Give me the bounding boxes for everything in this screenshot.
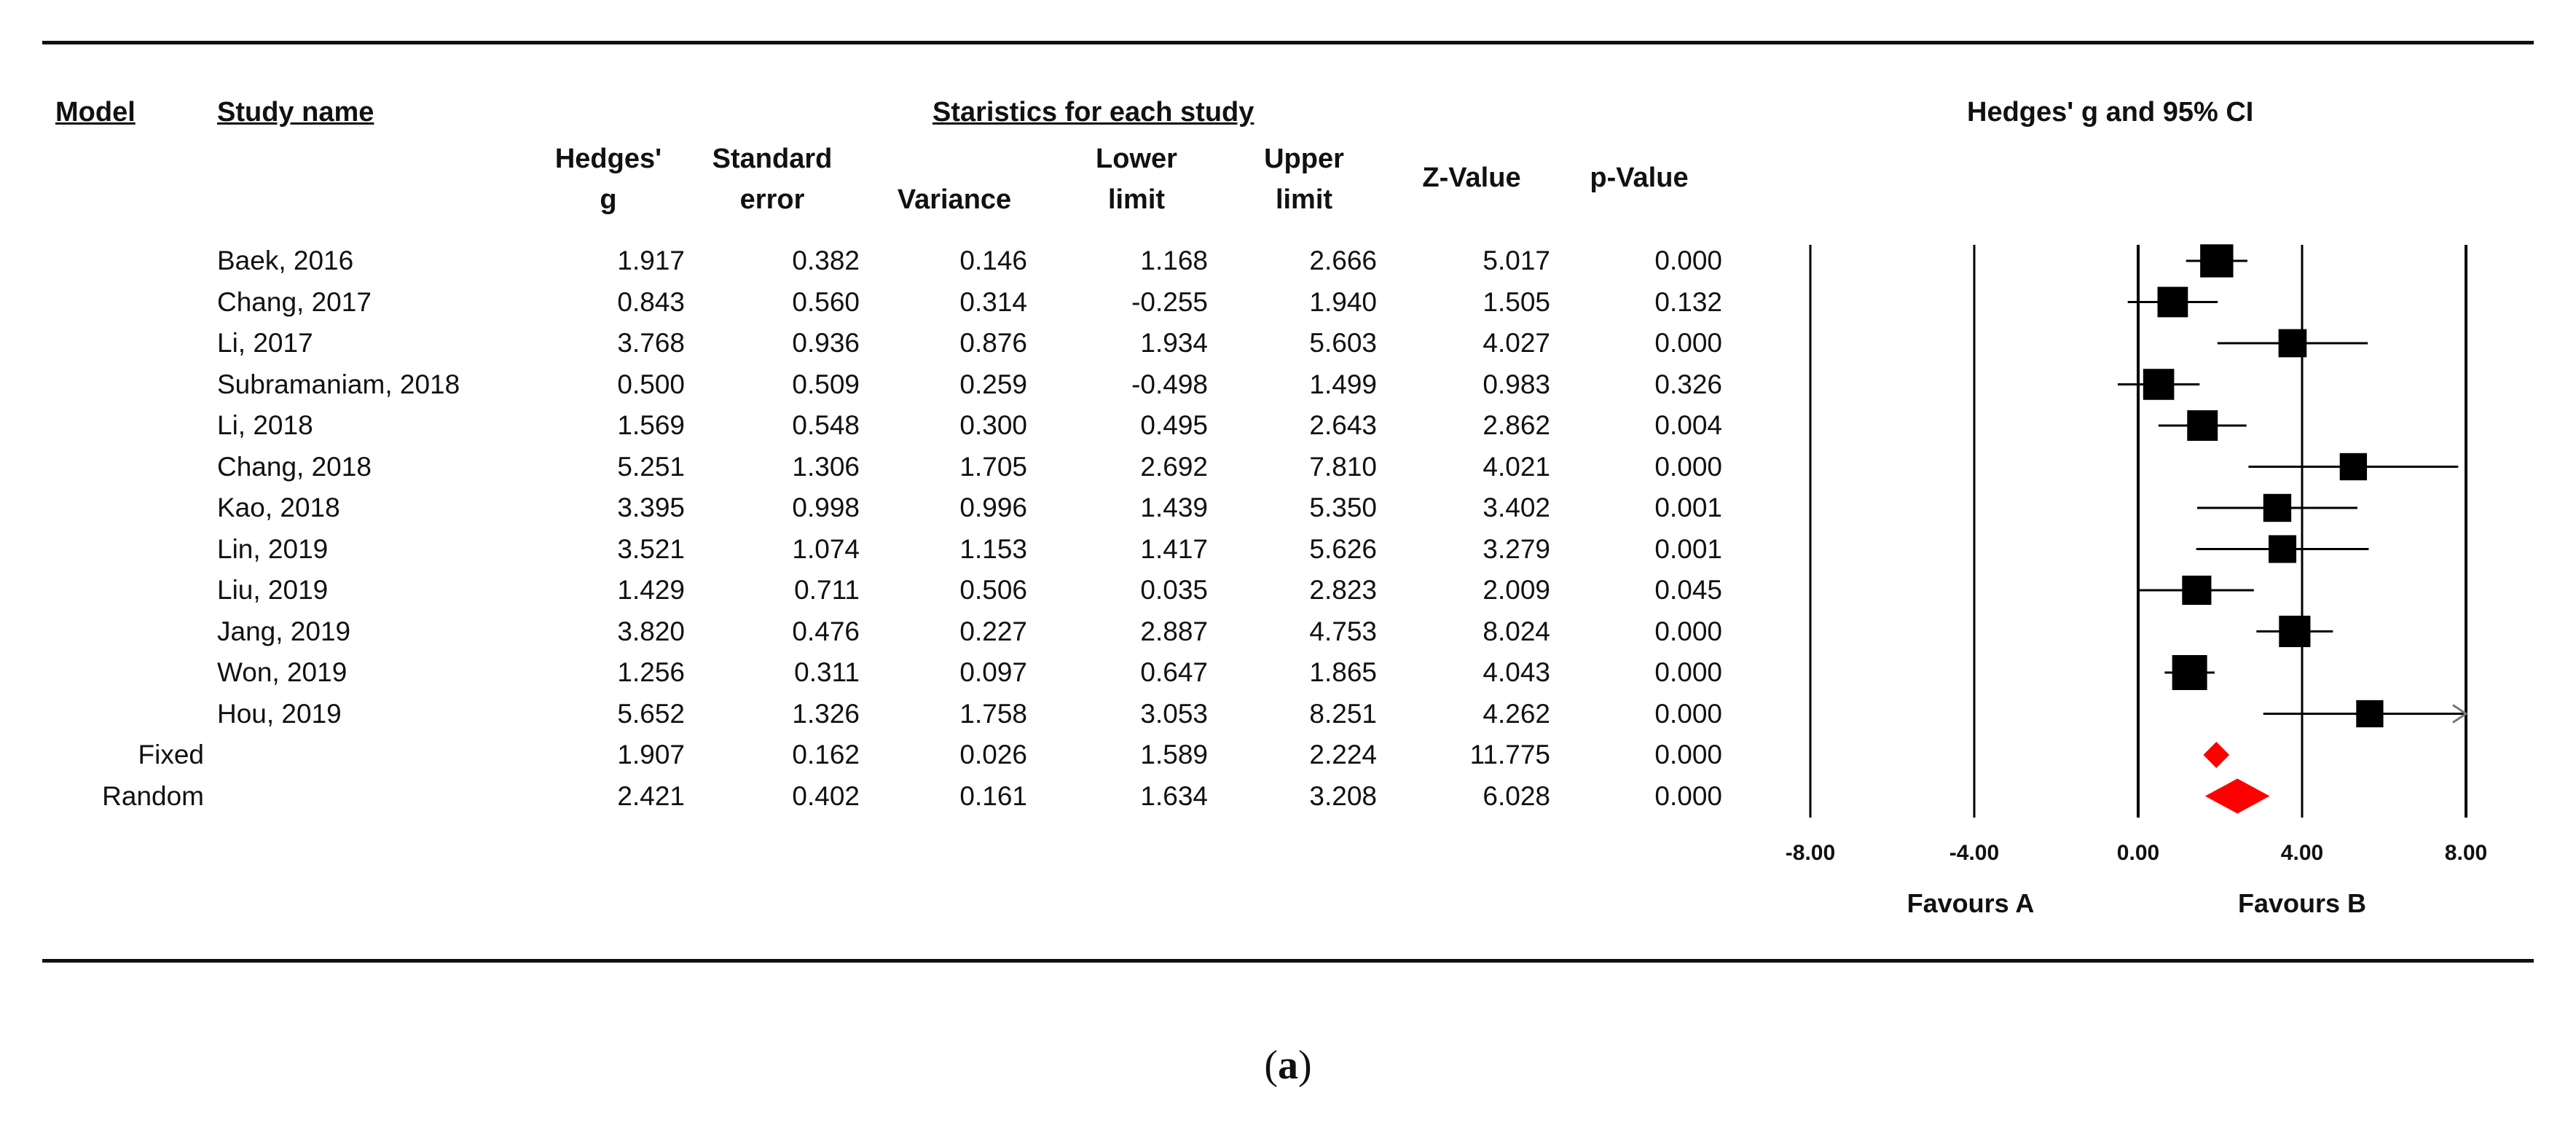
standard-error-cell: 1.306 — [792, 451, 860, 482]
study-point — [2263, 494, 2291, 522]
hedges-g-cell: 3.395 — [617, 493, 685, 522]
standard-error-cell: 0.711 — [794, 575, 860, 605]
variance-cell: 0.259 — [959, 369, 1027, 399]
p-value-cell: 0.000 — [1654, 616, 1722, 646]
model-cell: Fixed — [138, 740, 204, 769]
study-point — [2158, 287, 2188, 318]
study-name-cell: Li, 2018 — [217, 410, 313, 440]
hedges-g-cell: 3.820 — [617, 616, 685, 646]
upper-limit-cell: 5.603 — [1309, 328, 1377, 358]
x-tick-label: -4.00 — [1949, 841, 2000, 865]
p-value-cell: 0.132 — [1654, 286, 1722, 317]
variance-cell: 0.146 — [959, 246, 1027, 275]
z-value-cell: 8.024 — [1483, 616, 1550, 646]
study-point — [2187, 410, 2218, 441]
z-value-cell: 2.009 — [1483, 575, 1550, 605]
hedges-g-cell: 1.569 — [617, 410, 685, 440]
study-point — [2143, 369, 2175, 400]
variance-cell: 0.026 — [959, 740, 1027, 769]
z-value-cell: 1.505 — [1483, 286, 1550, 317]
favours-b-label: Favours B — [2237, 888, 2367, 918]
standard-error-cell: 0.548 — [792, 410, 860, 440]
standard-error-cell: 0.311 — [794, 657, 860, 687]
study-name-cell: Li, 2017 — [217, 328, 313, 358]
col-header-upper-limit: Upper limit — [1264, 144, 1344, 215]
model-header: Model — [55, 97, 136, 128]
lower-limit-cell: 0.647 — [1140, 657, 1208, 687]
variance-cell: 1.705 — [959, 451, 1027, 482]
p-value-cell: 0.001 — [1654, 533, 1722, 564]
col-header-hedges-g: Hedges' g — [554, 144, 662, 215]
upper-limit-cell: 2.666 — [1309, 246, 1377, 275]
study-name-cell: Baek, 2016 — [217, 246, 354, 275]
p-value-cell: 0.045 — [1654, 575, 1722, 605]
study-point — [2279, 616, 2310, 647]
x-tick-label: 8.00 — [2444, 841, 2488, 865]
variance-cell: 0.300 — [959, 410, 1027, 440]
upper-limit-cell: 3.208 — [1309, 780, 1377, 811]
lower-limit-cell: 3.053 — [1140, 698, 1208, 729]
summary-diamond — [2205, 779, 2270, 814]
x-tick-label: 0.00 — [2116, 841, 2160, 865]
hedges-g-cell: 1.256 — [617, 657, 685, 687]
hedges-g-cell: 5.251 — [617, 451, 685, 482]
variance-cell: 0.314 — [959, 286, 1027, 317]
variance-cell: 1.758 — [959, 698, 1027, 729]
z-value-cell: 5.017 — [1483, 246, 1550, 275]
study-name-cell: Kao, 2018 — [217, 493, 340, 522]
lower-limit-cell: 1.168 — [1140, 246, 1208, 275]
study-name-cell: Chang, 2017 — [217, 286, 372, 317]
variance-cell: 0.161 — [959, 780, 1027, 811]
col-header-standard-error: Standard error — [712, 144, 833, 215]
z-value-cell: 2.862 — [1483, 410, 1550, 440]
upper-limit-cell: 1.499 — [1309, 369, 1377, 399]
hedges-g-cell: 5.652 — [617, 698, 685, 729]
standard-error-cell: 1.074 — [792, 533, 860, 564]
lower-limit-cell: 1.634 — [1140, 780, 1208, 811]
p-value-cell: 0.000 — [1654, 698, 1722, 729]
standard-error-cell: 0.560 — [792, 286, 860, 317]
p-value-cell: 0.000 — [1654, 451, 1722, 482]
p-value-cell: 0.004 — [1654, 410, 1722, 440]
hedges-g-cell: 3.768 — [617, 328, 685, 358]
statistics-group-header: Staristics for each study — [932, 97, 1254, 128]
p-value-cell: 0.326 — [1654, 369, 1722, 399]
variance-cell: 0.227 — [959, 616, 1027, 646]
p-value-cell: 0.000 — [1654, 740, 1722, 769]
figure-caption: (a) — [1264, 1043, 1312, 1088]
standard-error-cell: 0.162 — [792, 740, 860, 769]
p-value-cell: 0.000 — [1654, 780, 1722, 811]
standard-error-cell: 0.382 — [792, 246, 860, 275]
forest-title: Hedges' g and 95% CI — [1967, 97, 2254, 128]
variance-cell: 1.153 — [959, 533, 1027, 564]
z-value-cell: 6.028 — [1483, 780, 1550, 811]
lower-limit-cell: -0.498 — [1131, 369, 1208, 399]
z-value-cell: 0.983 — [1483, 369, 1550, 399]
standard-error-cell: 0.998 — [792, 493, 860, 522]
study-point — [2356, 700, 2383, 727]
upper-limit-cell: 5.626 — [1309, 533, 1377, 564]
p-value-cell: 0.000 — [1654, 328, 1722, 358]
z-value-cell: 4.043 — [1483, 657, 1550, 687]
study-name-cell: Chang, 2018 — [217, 451, 372, 482]
model-cell: Random — [102, 780, 204, 811]
lower-limit-cell: 2.692 — [1140, 451, 1208, 482]
hedges-g-cell: 0.843 — [617, 286, 685, 317]
hedges-g-cell: 1.907 — [617, 740, 685, 769]
x-tick-label: -8.00 — [1785, 841, 1836, 865]
study-name-header: Study name — [217, 97, 374, 128]
z-value-cell: 4.027 — [1483, 328, 1550, 358]
standard-error-cell: 0.936 — [792, 328, 860, 358]
caption-letter: a — [1278, 1043, 1298, 1088]
study-point — [2182, 576, 2211, 605]
study-point — [2279, 329, 2307, 358]
upper-limit-cell: 4.753 — [1309, 616, 1377, 646]
upper-limit-cell: 1.940 — [1309, 286, 1377, 317]
upper-limit-cell: 1.865 — [1309, 657, 1377, 687]
col-header-p-value: p-Value — [1590, 162, 1689, 193]
standard-error-cell: 1.326 — [792, 698, 860, 729]
study-name-cell: Subramaniam, 2018 — [217, 369, 460, 399]
z-value-cell: 11.775 — [1469, 740, 1550, 769]
p-value-cell: 0.000 — [1654, 657, 1722, 687]
variance-cell: 0.097 — [959, 657, 1027, 687]
lower-limit-cell: 1.439 — [1140, 493, 1208, 522]
lower-limit-cell: 0.035 — [1140, 575, 1208, 605]
study-name-cell: Jang, 2019 — [217, 616, 351, 646]
upper-limit-cell: 8.251 — [1309, 698, 1377, 729]
hedges-g-cell: 0.500 — [617, 369, 685, 399]
lower-limit-cell: 0.495 — [1140, 410, 1208, 440]
z-value-cell: 3.279 — [1483, 533, 1550, 564]
standard-error-cell: 0.476 — [792, 616, 860, 646]
col-header-variance: Variance — [897, 184, 1012, 215]
lower-limit-cell: 1.589 — [1140, 740, 1208, 769]
hedges-g-cell: 1.917 — [617, 246, 685, 275]
study-point — [2269, 535, 2296, 563]
standard-error-cell: 0.509 — [792, 369, 860, 399]
z-value-cell: 4.021 — [1483, 451, 1550, 482]
col-header-lower-limit: Lower limit — [1096, 144, 1177, 215]
variance-cell: 0.876 — [959, 328, 1027, 358]
variance-cell: 0.996 — [959, 493, 1027, 522]
upper-limit-cell: 2.224 — [1309, 740, 1377, 769]
lower-limit-cell: 1.934 — [1140, 328, 1208, 358]
upper-limit-cell: 2.643 — [1309, 410, 1377, 440]
hedges-g-cell: 2.421 — [617, 780, 685, 811]
lower-limit-cell: -0.255 — [1131, 286, 1208, 317]
standard-error-cell: 0.402 — [792, 780, 860, 811]
variance-cell: 0.506 — [959, 575, 1027, 605]
lower-limit-cell: 2.887 — [1140, 616, 1208, 646]
study-name-cell: Won, 2019 — [217, 657, 347, 687]
study-name-cell: Hou, 2019 — [217, 698, 342, 729]
study-point — [2172, 655, 2207, 690]
study-name-cell: Lin, 2019 — [217, 533, 329, 564]
summary-diamond — [2203, 742, 2229, 768]
x-tick-label: 4.00 — [2280, 841, 2324, 865]
favours-a-label: Favours A — [1907, 888, 2035, 918]
p-value-cell: 0.000 — [1654, 246, 1722, 275]
study-point — [2200, 244, 2233, 277]
p-value-cell: 0.001 — [1654, 493, 1722, 522]
upper-limit-cell: 5.350 — [1309, 493, 1377, 522]
z-value-cell: 3.402 — [1483, 493, 1550, 522]
upper-limit-cell: 7.810 — [1309, 451, 1377, 482]
hedges-g-cell: 3.521 — [617, 533, 685, 564]
study-point — [2340, 453, 2367, 480]
upper-limit-cell: 2.823 — [1309, 575, 1377, 605]
col-header-z-value: Z-Value — [1422, 162, 1521, 193]
study-name-cell: Liu, 2019 — [217, 575, 329, 605]
hedges-g-cell: 1.429 — [617, 575, 685, 605]
lower-limit-cell: 1.417 — [1140, 533, 1208, 564]
z-value-cell: 4.262 — [1483, 698, 1550, 729]
